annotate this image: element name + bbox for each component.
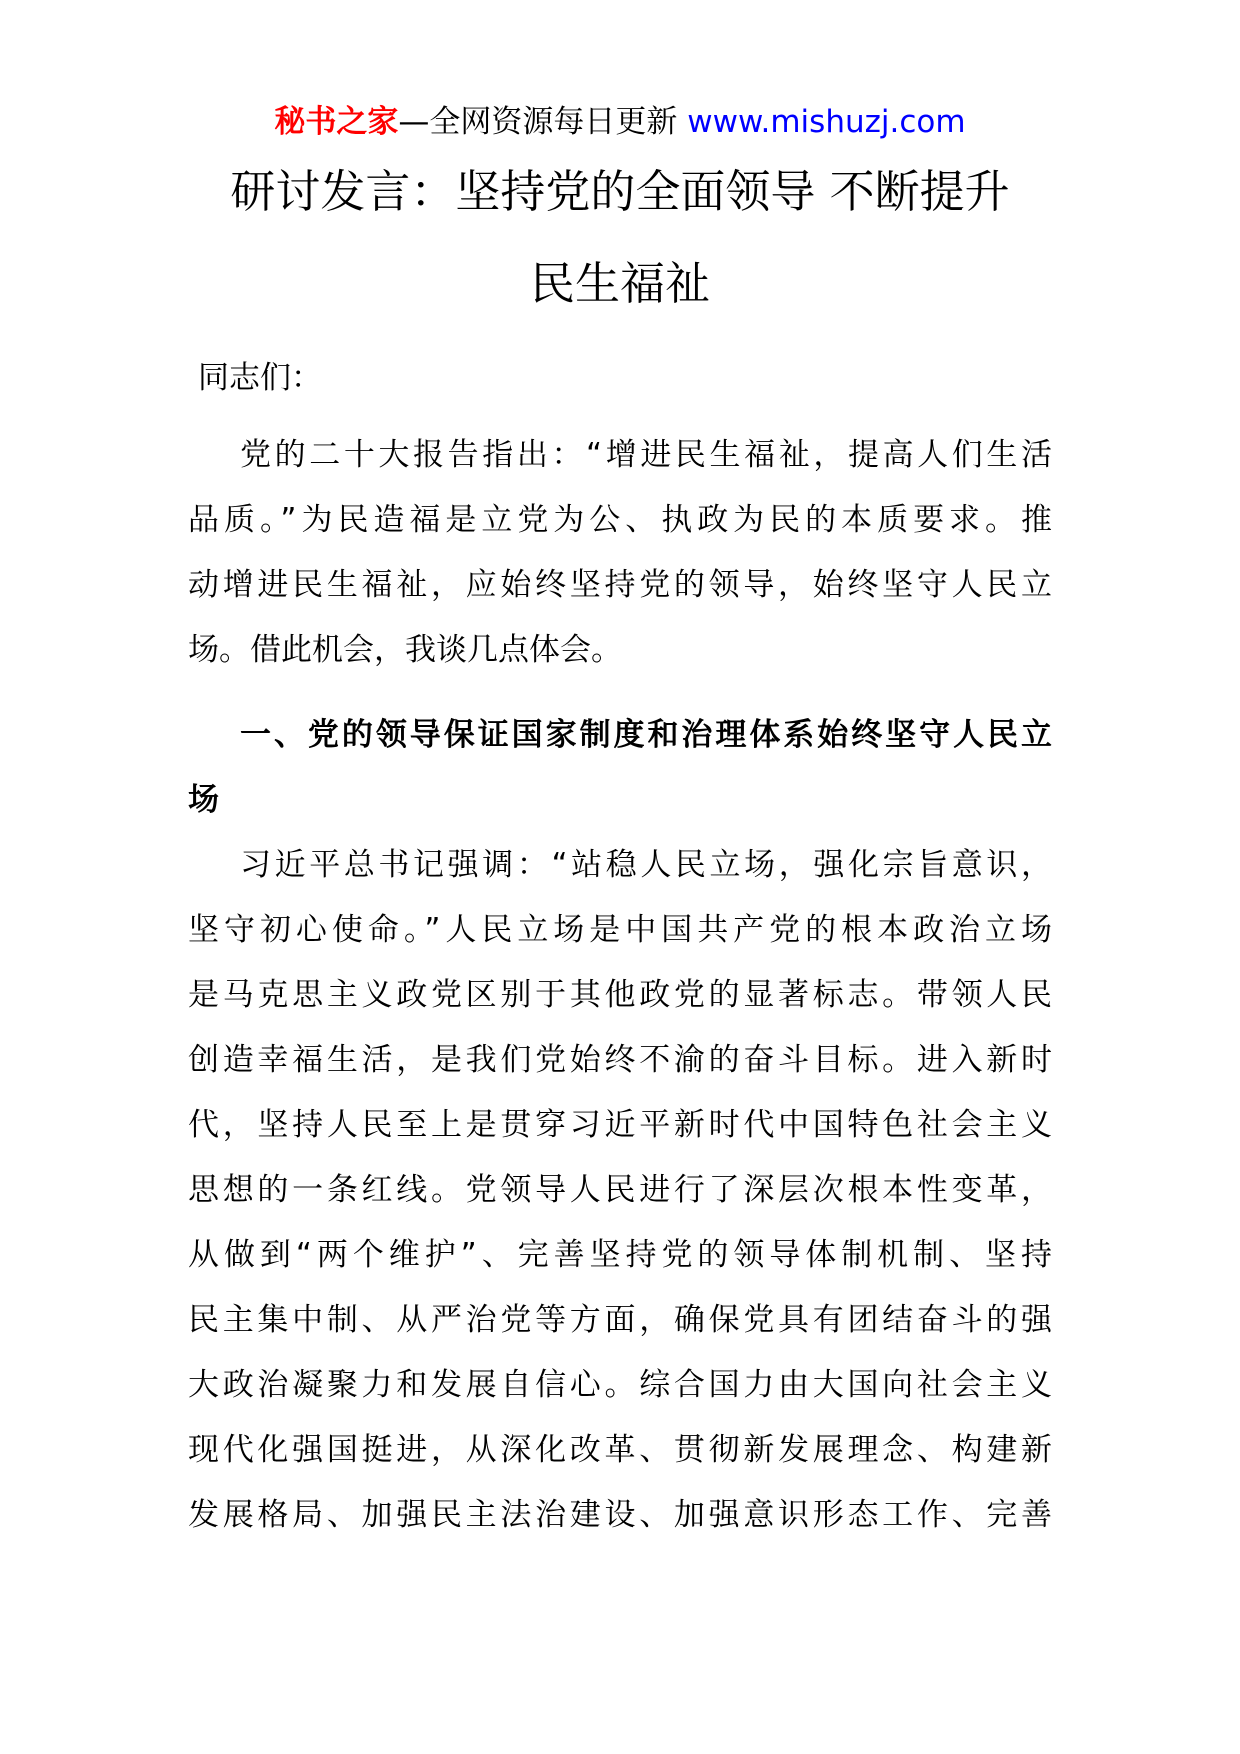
paragraph-line: 坚守初心使命。”人民立场是中国共产党的根本政治立场 (188, 912, 1052, 948)
paragraph-line: 民主集中制、从严治党等方面，确保党具有团结奋斗的强 (188, 1302, 1052, 1338)
paragraph-line: 动增进民生福祉，应始终坚持党的领导，始终坚守人民立 (188, 567, 1052, 603)
heading-line: 场 (188, 782, 219, 818)
site-header (0, 102, 1240, 142)
paragraph-line: 场。借此机会，我谈几点体会。 (188, 632, 622, 668)
header-tagline: —全网资源每日更新 (398, 104, 678, 140)
section-heading-1 (188, 703, 1052, 833)
paragraph-line: 品质。”为民造福是立党为公、执政为民的本质要求。推 (188, 502, 1052, 538)
paragraph-line: 从做到“两个维护”、完善坚持党的领导体制机制、坚持 (188, 1237, 1052, 1273)
site-url[interactable]: www.mishuzj.com (687, 104, 966, 140)
paragraph-line: 发展格局、加强民主法治建设、加强意识形态工作、完善 (188, 1497, 1052, 1533)
document-title-line-2: 民生福祉 (529, 257, 710, 310)
document-title-line-1: 研讨发言：坚持党的全面领导 不断提升 (230, 165, 1010, 218)
paragraph-line: 现代化强国挺进，从深化改革、贯彻新发展理念、构建新 (188, 1432, 1052, 1468)
paragraph-line: 是马克思主义政党区别于其他政党的显著标志。带领人民 (188, 977, 1052, 1013)
paragraph-line: 党的二十大报告指出：“增进民生福祉，提高人们生活 (240, 437, 1052, 473)
paragraph-line: 思想的一条红线。党领导人民进行了深层次根本性变革， (188, 1172, 1052, 1208)
salutation: 同志们： (198, 360, 322, 396)
paragraph-line: 代，坚持人民至上是贯穿习近平新时代中国特色社会主义 (188, 1107, 1052, 1143)
paragraph-section-1 (188, 833, 1052, 1548)
heading-line: 一、党的领导保证国家制度和治理体系始终坚守人民立 (240, 717, 1052, 753)
paragraph-line: 创造幸福生活，是我们党始终不渝的奋斗目标。进入新时 (188, 1042, 1052, 1078)
paragraph-intro (188, 423, 1052, 683)
brand-name: 秘书之家 (274, 104, 399, 140)
paragraph-line: 大政治凝聚力和发展自信心。综合国力由大国向社会主义 (188, 1367, 1052, 1403)
paragraph-line: 习近平总书记强调：“站稳人民立场，强化宗旨意识， (240, 847, 1052, 883)
